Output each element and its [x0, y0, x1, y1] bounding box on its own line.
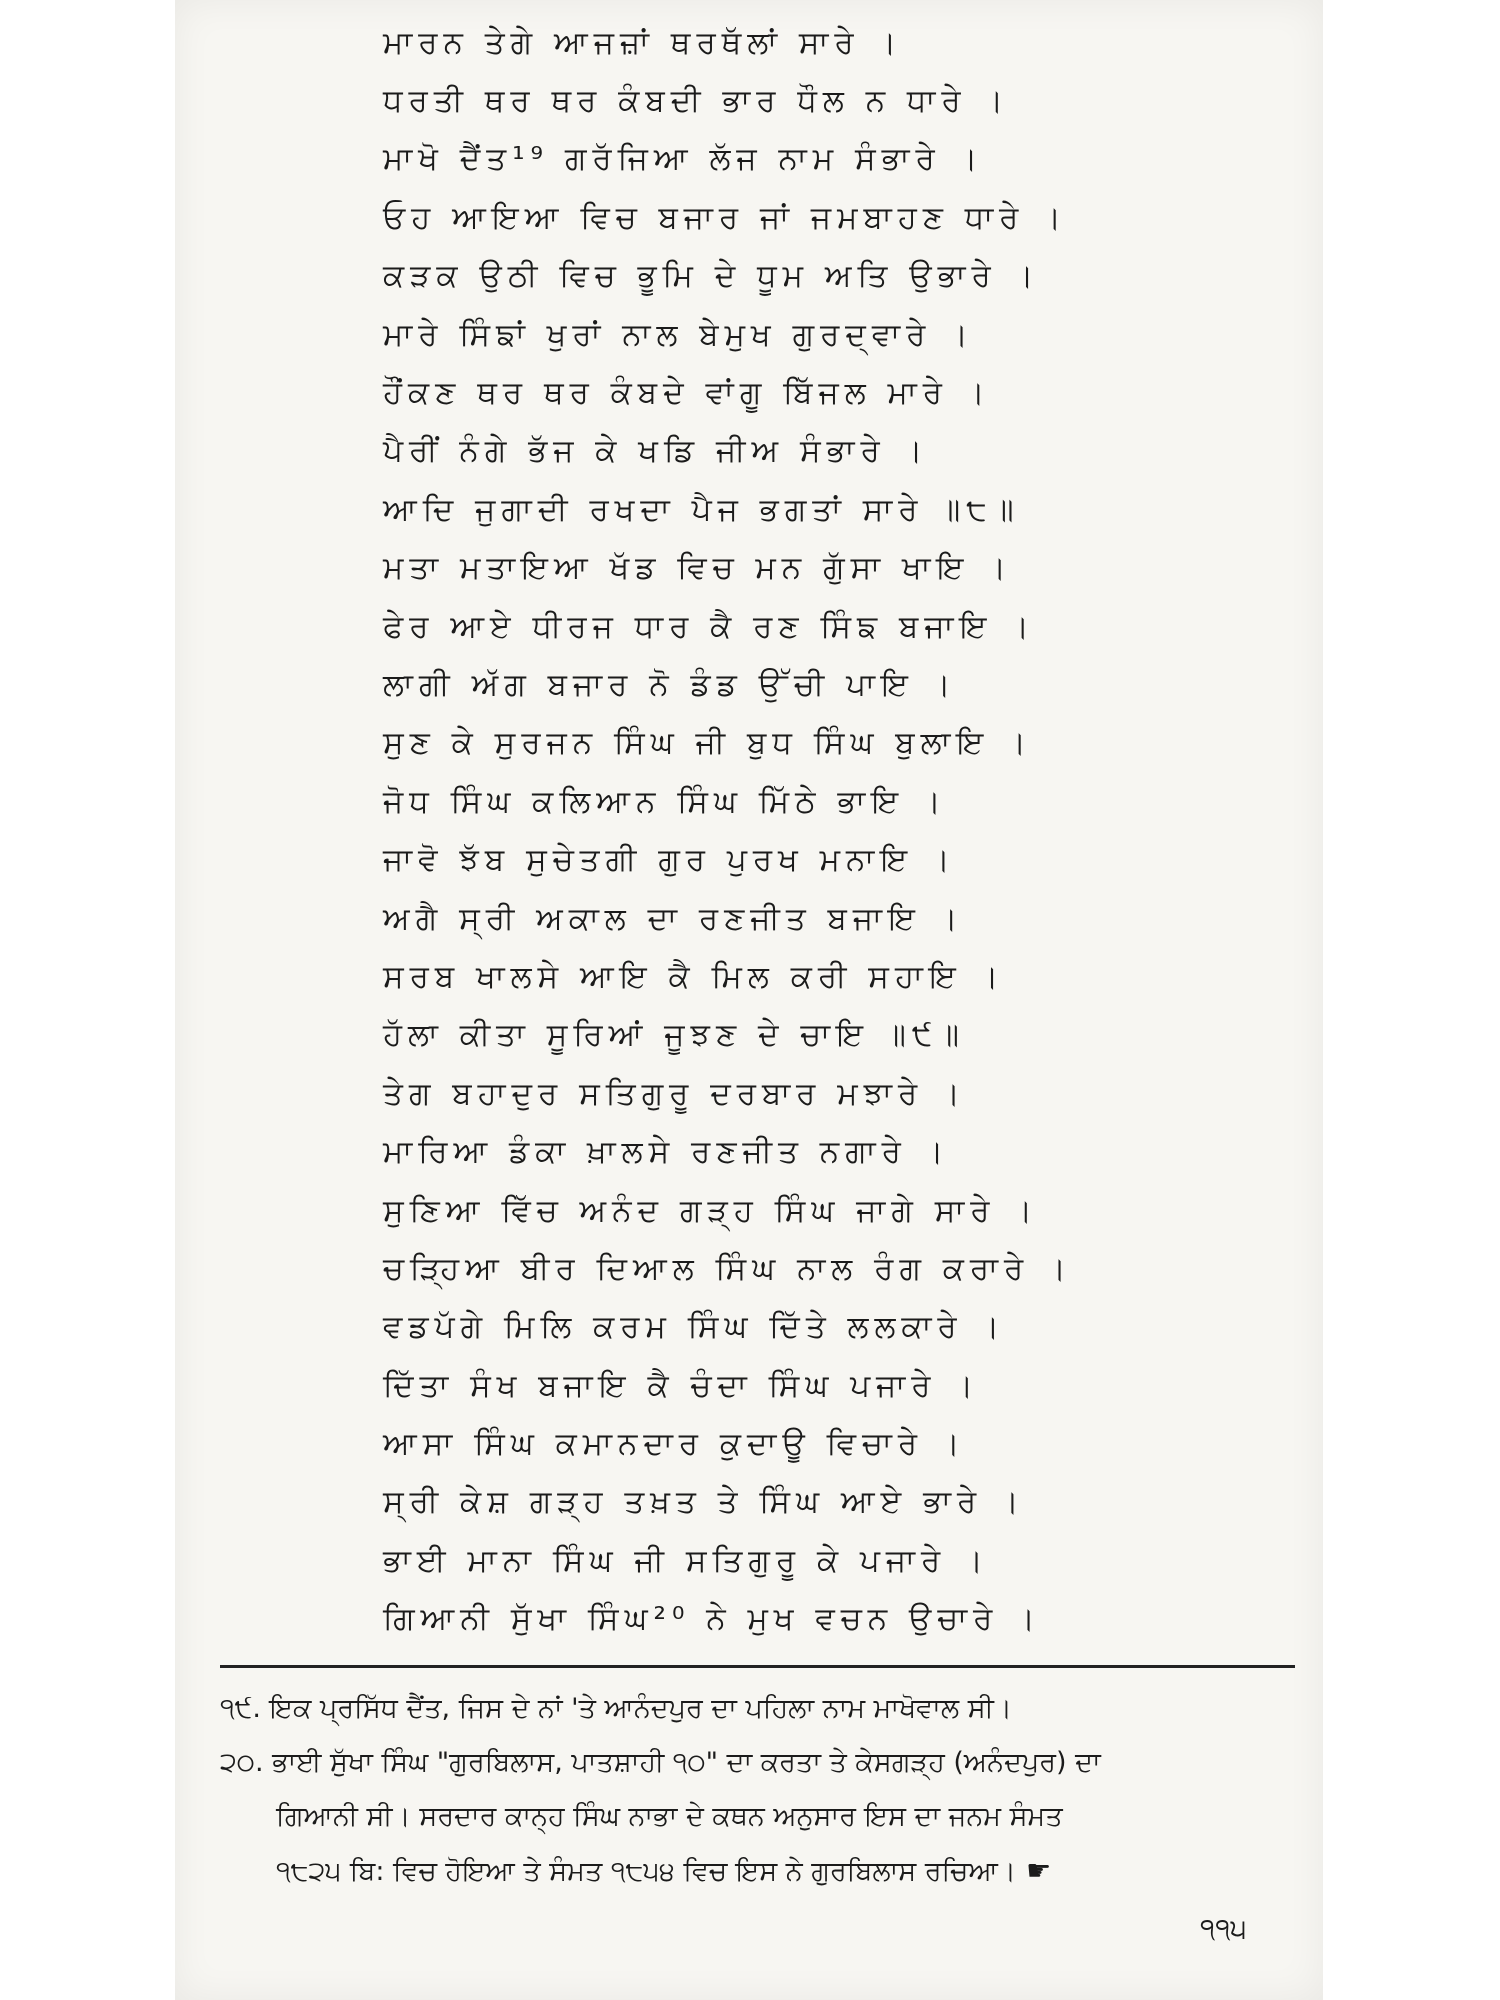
verse-line: ਮਾਰਨ ਤੇਗੇ ਆਜਜ਼ਾਂ ਥਰਥੱਲਾਂ ਸਾਰੇ । [383, 24, 903, 61]
verse-line: ਹੌਂਕਣ ਥਰ ਥਰ ਕੰਬਦੇ ਵਾਂਗੂ ਬਿੱਜਲ ਮਾਰੇ । [383, 375, 991, 412]
verse-line: ਭਾਈ ਮਾਨਾ ਸਿੰਘ ਜੀ ਸਤਿਗੁਰੂ ਕੇ ਪਜਾਰੇ । [383, 1542, 990, 1579]
verse-line: ਦਿੱਤਾ ਸੰਖ ਬਜਾਇ ਕੈ ਚੰਦਾ ਸਿੰਘ ਪਜਾਰੇ । [383, 1367, 980, 1404]
footnote-20-end-text: ੧੮੨੫ ਬਿ: ਵਿਚ ਹੋਇਆ ਤੇ ਸੰਮਤ ੧੮੫੪ ਵਿਚ ਇਸ ਨੇ ਗੁਰਬਿਲਾਸ ਰਚਿਆ। [276, 1856, 1017, 1887]
verse-line: ਕੜਕ ਉਠੀ ਵਿਚ ਭੂਮਿ ਦੇ ਧੂਮ ਅਤਿ ਉਭਾਰੇ । [383, 258, 1040, 295]
verse-line: ਜੋਧ ਸਿੰਘ ਕਲਿਆਨ ਸਿੰਘ ਮਿੱਠੇ ਭਾਇ । [383, 783, 947, 820]
verse-line: ਪੈਰੀਂ ਨੰਗੇ ਭੱਜ ਕੇ ਖਡਿ ਜੀਅ ਸੰਭਾਰੇ । [383, 433, 929, 470]
footnote-20-continued: ਗਿਆਨੀ ਸੀ। ਸਰਦਾਰ ਕਾਨ੍ਹ ਸਿੰਘ ਨਾਭਾ ਦੇ ਕਥਨ ਅਨੁਸਾਰ ਇਸ ਦਾ ਜਨਮ ਸੰਮਤ [276, 1801, 1063, 1832]
footnotes [220, 1682, 1300, 1898]
verse-line: ਲਾਗੀ ਅੱਗ ਬਜਾਰ ਨੋ ਡੰਡ ਉੱਚੀ ਪਾਇ । [383, 666, 957, 703]
verse-line: ਚੜ੍ਹਿਆ ਬੀਰ ਦਿਆਲ ਸਿੰਘ ਨਾਲ ਰੰਗ ਕਰਾਰੇ । [383, 1250, 1072, 1287]
verse-line: ਓਹ ਆਇਆ ਵਿਚ ਬਜਾਰ ਜਾਂ ਜਮਬਾਹਣ ਧਾਰੇ । [383, 199, 1068, 236]
verse-line: ਮਾਰੇ ਸਿੰਙਾਂ ਖੁਰਾਂ ਨਾਲ ਬੇਮੁਖ ਗੁਰਦ੍ਵਾਰੇ । [383, 316, 975, 353]
verse-line: ਮਾਰਿਆ ਡੰਕਾ ਖ਼ਾਲਸੇ ਰਣਜੀਤ ਨਗਾਰੇ । [383, 1134, 950, 1171]
page-number: ੧੧੫ [1200, 1912, 1247, 1945]
verse-line: ਆਦਿ ਜੁਗਾਦੀ ਰਖਦਾ ਪੈਜ ਭਗਤਾਂ ਸਾਰੇ ॥੮॥ [383, 491, 1020, 528]
verse-line: ਜਾਵੋ ਝੱਬ ਸੁਚੇਤਗੀ ਗੁਰ ਪੁਰਖ ਮਨਾਇ । [383, 842, 956, 879]
verse-line: ਮਾਖੋ ਦੈਂਤ¹⁹ ਗਰੱਜਿਆ ਲੱਜ ਨਾਮ ਸੰਭਾਰੇ । [383, 141, 984, 178]
verse-line: ਹੱਲਾ ਕੀਤਾ ਸੂਰਿਆਂ ਜੂਝਣ ਦੇ ਚਾਇ ॥੯॥ [383, 1017, 966, 1054]
verse-line: ਸੁਣਿਆ ਵਿੱਚ ਅਨੰਦ ਗੜ੍ਹ ਸਿੰਘ ਜਾਗੇ ਸਾਰੇ । [383, 1192, 1039, 1229]
verse-block [383, 14, 1323, 1649]
footnote-20: ੨੦. ਭਾਈ ਸੁੱਖਾ ਸਿੰਘ "ਗੁਰਬਿਲਾਸ, ਪਾਤਸ਼ਾਹੀ ੧੦" ਦਾ ਕਰਤਾ ਤੇ ਕੇਸਗੜ੍ਹ (ਅਨੰਦਪੁਰ) ਦਾ [220, 1747, 1101, 1778]
pointing-hand-icon: ☛ [1026, 1854, 1052, 1887]
verse-line: ਸੁਣ ਕੇ ਸੁਰਜਨ ਸਿੰਘ ਜੀ ਬੁਧ ਸਿੰਘ ਬੁਲਾਇ । [383, 725, 1033, 762]
verse-line: ਸਰਬ ਖਾਲਸੇ ਆਇ ਕੈ ਮਿਲ ਕਰੀ ਸਹਾਇ । [383, 958, 1005, 995]
footnote-20-end [220, 1844, 1300, 1898]
footnote-divider [220, 1665, 1295, 1668]
verse-line: ਅਗੈ ਸ੍ਰੀ ਅਕਾਲ ਦਾ ਰਣਜੀਤ ਬਜਾਇ । [383, 900, 964, 937]
footnote-19: ੧੯. ਇਕ ਪ੍ਰਸਿੱਧ ਦੈਂਤ, ਜਿਸ ਦੇ ਨਾਂ 'ਤੇ ਆਨੰਦਪੁਰ ਦਾ ਪਹਿਲਾ ਨਾਮ ਮਾਖੋਵਾਲ ਸੀ। [220, 1693, 1013, 1724]
verse-line: ਆਸਾ ਸਿੰਘ ਕਮਾਨਦਾਰ ਕੁਦਾਊ ਵਿਚਾਰੇ । [383, 1426, 966, 1463]
verse-line: ਤੇਗ ਬਹਾਦੁਰ ਸਤਿਗੁਰੂ ਦਰਬਾਰ ਮਝਾਰੇ । [383, 1075, 966, 1112]
verse-line: ਧਰਤੀ ਥਰ ਥਰ ਕੰਬਦੀ ਭਾਰ ਧੌਲ ਨ ਧਾਰੇ । [383, 83, 1010, 120]
verse-line: ਸ੍ਰੀ ਕੇਸ਼ ਗੜ੍ਹ ਤਖ਼ਤ ਤੇ ਸਿੰਘ ਆਏ ਭਾਰੇ । [383, 1484, 1025, 1521]
verse-line: ਗਿਆਨੀ ਸੁੱਖਾ ਸਿੰਘ²⁰ ਨੇ ਮੁਖ ਵਚਨ ਉਚਾਰੇ । [383, 1601, 1042, 1638]
verse-line: ਮਤਾ ਮਤਾਇਆ ਖੱਡ ਵਿਚ ਮਨ ਗੁੱਸਾ ਖਾਇ । [383, 550, 1013, 587]
verse-line: ਵਡਪੱਗੇ ਮਿਲਿ ਕਰਮ ਸਿੰਘ ਦਿੱਤੇ ਲਲਕਾਰੇ । [383, 1309, 1006, 1346]
verse-line: ਫੇਰ ਆਏ ਧੀਰਜ ਧਾਰ ਕੈ ਰਣ ਸਿੰਙ ਬਜਾਇ । [383, 608, 1036, 645]
